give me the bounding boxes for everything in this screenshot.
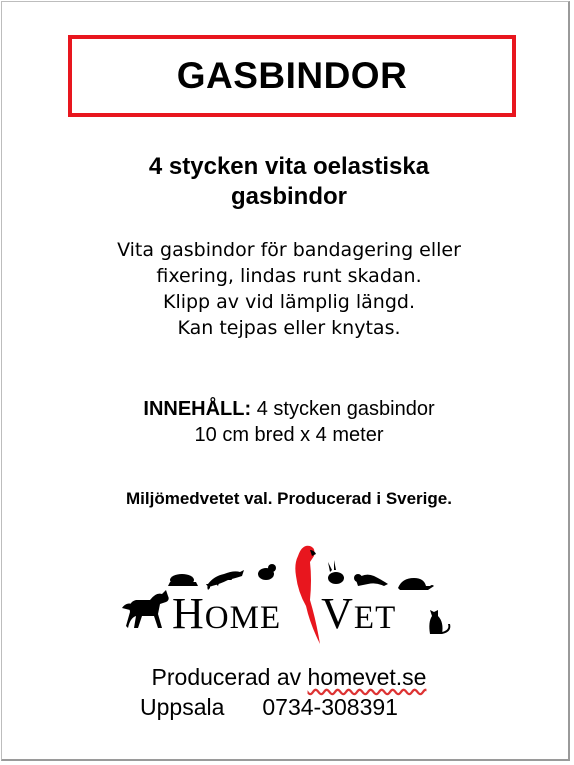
description-line: Vita gasbindor för bandagering eller [117,239,461,261]
logo-cap: V [321,589,354,638]
eco-note: Miljömedvetet val. Producerad i Sverige. [126,489,452,508]
logo-rest: OME [204,600,282,636]
cat-icon [429,610,450,634]
description-line: fixering, lindas runt skadan. [156,265,422,287]
subtitle-line: gasbindor [230,183,347,210]
phone-number: 0734-308391 [262,694,398,720]
website-link[interactable]: homevet.se [307,664,427,690]
producer-line [2,662,574,692]
product-subtitle [2,152,574,212]
contents-size: 10 cm bred x 4 meter [194,424,384,446]
logo-cap: H [172,589,205,638]
subtitle-line: 4 stycken vita oelastiska [148,153,430,180]
lizard-icon [206,570,244,590]
tortoise-icon [398,578,434,590]
producer-prefix: Producerad av [151,664,308,690]
hamster-icon [258,564,276,580]
contents-line [2,396,574,422]
contact-line [140,692,398,722]
ferret-icon [354,574,388,586]
contents-label: INNEHÅLL: [143,398,252,420]
description-line: Kan tejpas eller knytas. [177,317,401,339]
hedgehog-icon [168,574,198,586]
product-description [2,237,574,341]
description-line: Klipp av vid lämplig längd. [162,291,415,313]
contents-text: 4 stycken gasbindor [256,398,435,420]
city: Uppsala [140,694,225,720]
label-page [1,1,570,761]
rabbit-icon [328,560,344,584]
dog-icon [122,590,169,628]
title-box [68,35,516,117]
logo-rest: ET [353,600,397,636]
logo-wordmark [172,590,396,642]
contents-block [2,396,574,448]
product-title: GASBINDOR [176,55,408,96]
